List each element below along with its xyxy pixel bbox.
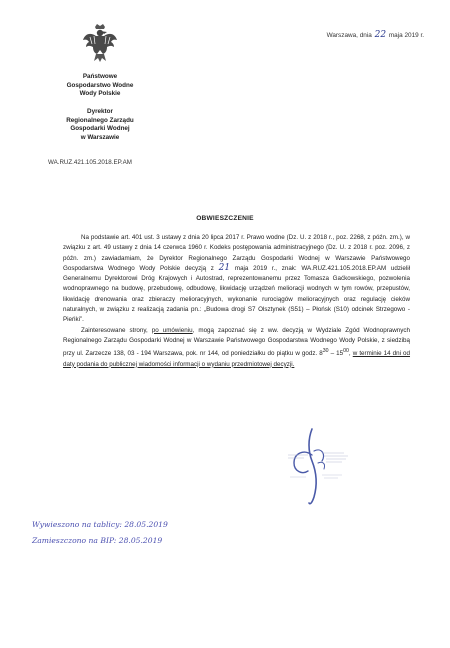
- eagle-emblem-icon: [82, 22, 118, 64]
- issuer-org-line: Gospodarstwo Wodne: [66, 81, 134, 89]
- issuer-director-line: Regionalnego Zarządu: [66, 116, 134, 124]
- date-suffix: maja 2019 r.: [388, 32, 424, 39]
- hours-end-minutes: 00: [343, 348, 349, 355]
- issuer-org-line: Państwowe: [82, 73, 118, 80]
- paragraph-text: – 15: [328, 350, 344, 358]
- underlined-deadline-text: w terminie 14 dni od daty podania do publicznej wiadomości informacji o wydaniu przedmiotowej decyzji.: [63, 350, 411, 368]
- paragraph-text: ,: [348, 350, 351, 358]
- hours-start-minutes: 30: [322, 348, 329, 355]
- paragraph-text: , mogą zapoznać się z ww. decyzją w Wydziale Zgód Wodnoprawnych Regionalnego Zarządu Gospodarki Wodnej w Warszawie Państwowego Gospodarstwa Wodnego Wody Polskie, z siedzibą przy ul. Zarzecze 138, 03 - 194 Warszawa, pok. nr 144, od poniedziałku do piątku w godz. 8: [63, 326, 410, 358]
- issuer-director-line: Gospodarki Wodnej: [70, 125, 130, 133]
- paragraph-access: [63, 326, 410, 370]
- paragraph-decision: [63, 233, 410, 326]
- issuer-org-line: Wody Polskie: [79, 90, 121, 98]
- date-prefix: Warszawa, dnia: [326, 32, 372, 39]
- posting-note: Wywieszono na tablicy: 28.05.2019: [32, 520, 168, 529]
- date-day-handwritten: 22: [374, 30, 387, 40]
- reference-number: WA.RUZ.421.105.2018.EP.AM: [48, 159, 132, 166]
- paragraph-text: Na podstawie art. 401 ust. 3 ustawy z dnia 20 lipca 2017 r. Prawo wodne (Dz. U. z 2018 r., poz. 2268, z późn. zm.), w związku z art. 49 ustawy z dnia 14 czerwca 1960 r. Kodeks postępowania administracyjnego (Dz. U. z 2018 r. poz. 2096, z późn. zm.) zawiadamiam, że Dyrektor Regionalnego Zarządu Gospodarki Wodnej w Warszawie Państwowego Gospodarstwa Wodnego Wody Polskie decyzją z: [63, 234, 410, 272]
- issuer-director: [50, 108, 150, 142]
- handwritten-signature: [268, 425, 360, 507]
- decision-day-handwritten: 21: [218, 262, 231, 273]
- document-body: [63, 233, 410, 370]
- document-date: [327, 30, 424, 40]
- issuer-director-line: w Warszawie: [80, 133, 120, 141]
- paragraph-text: Zainteresowane strony,: [81, 326, 148, 334]
- document-title: OBWIESZCZENIE: [196, 215, 254, 222]
- underlined-text: po umówieniu: [151, 326, 193, 334]
- bip-note: Zamieszczono na BIP: 28.05.2019: [32, 536, 163, 545]
- issuer-director-line: Dyrektor: [87, 108, 113, 115]
- paragraph-text: maja 2019 r., znak: WA.RUZ.421.105.2018.EP.AM udzielił Generalnemu Dyrektorowi Dróg Krajowych i Autostrad, reprezentowanemu przez Tomasza Gaćkowskiego, pozwolenia wodnoprawnego na budowę, przebudowę, odbudowę, likwidację urządzeń melioracji wodnych w tym rowów, przepustów, likwidację drenowania oraz zbieraczy melioracyjnych, wykonanie rurociągów melioracyjnych oraz regulację cieków naturalnych, w związku z realizacją zadania pn.: „Budowa drogi S7 Olsztynek (S51) – Płońsk (S10) odcinek Strzegowo - Pieńki”.: [63, 264, 410, 324]
- issuer-organization: [50, 73, 150, 99]
